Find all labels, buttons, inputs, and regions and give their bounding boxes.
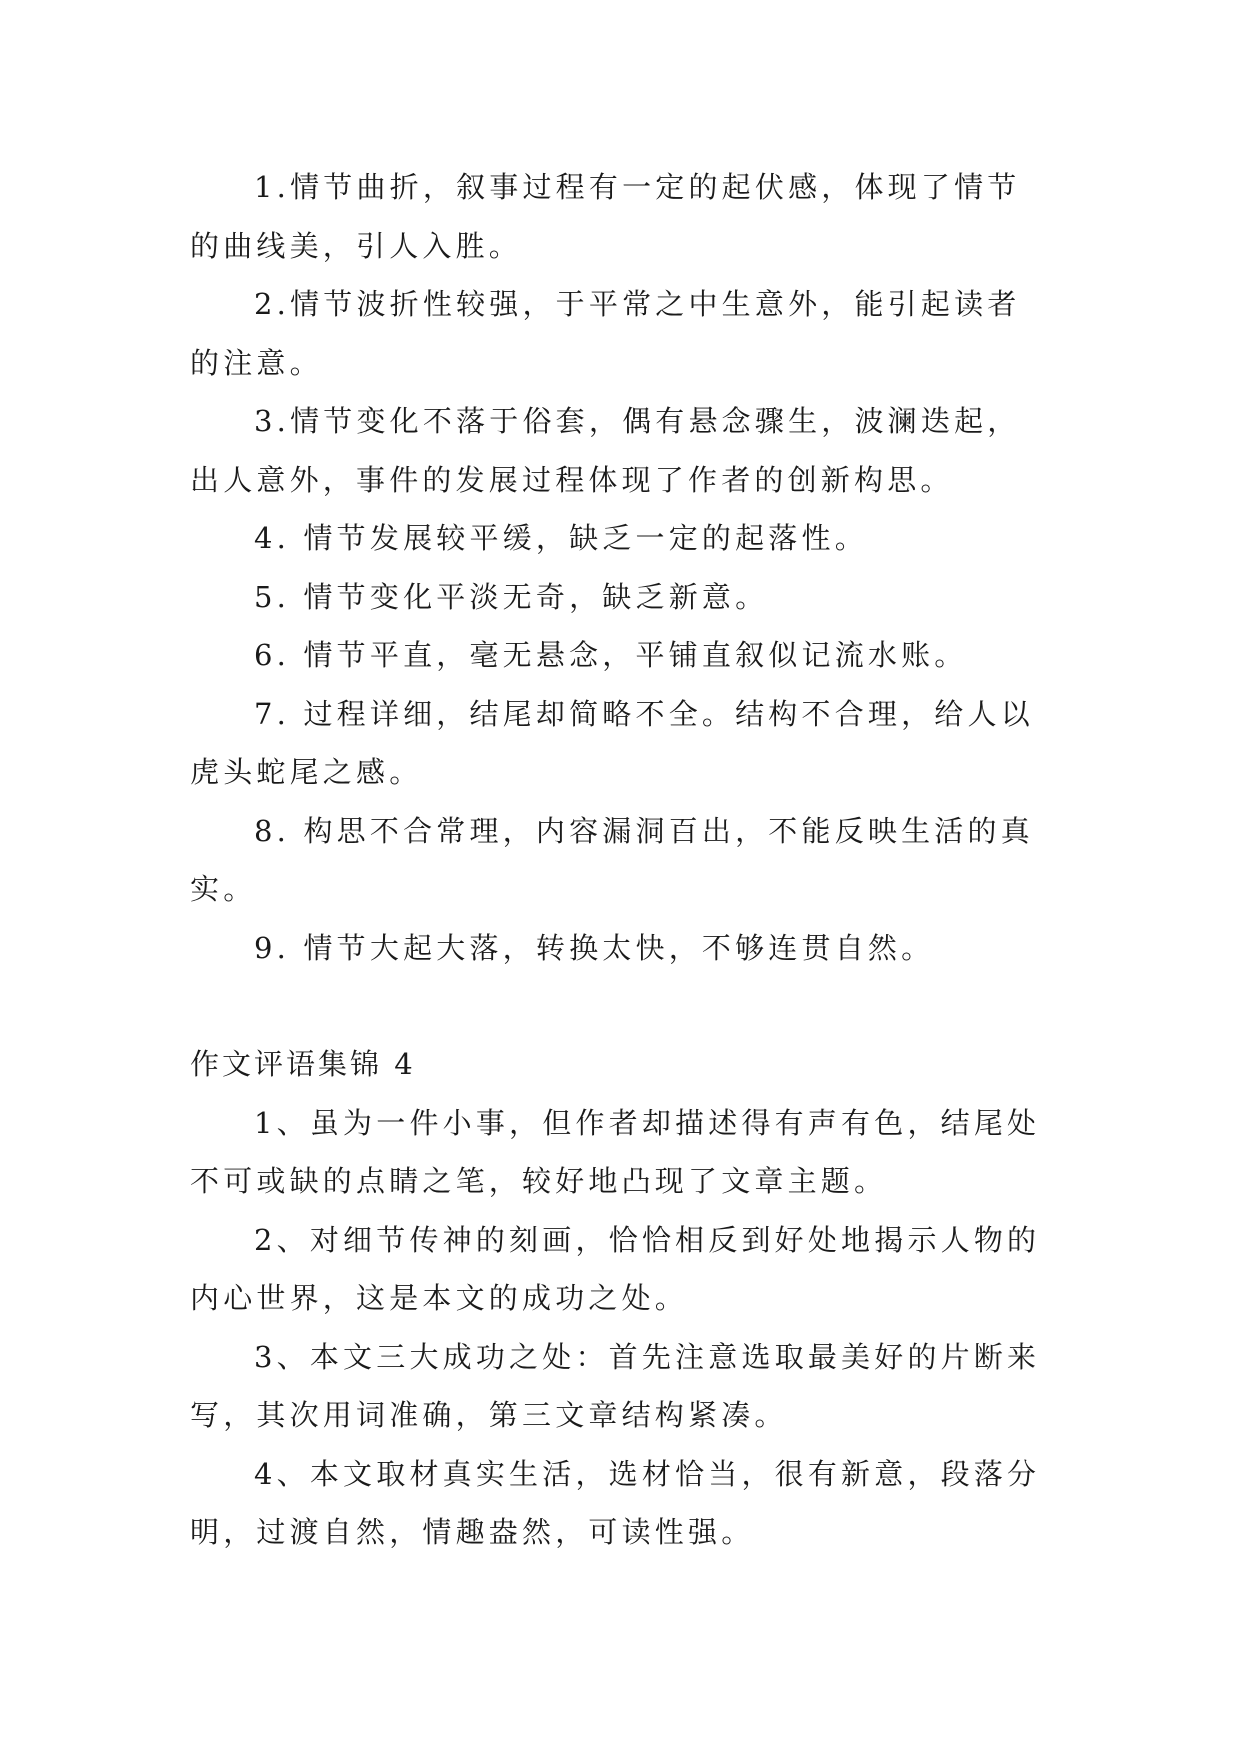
comment-item: 4. 情节发展较平缓，缺乏一定的起落性。 bbox=[254, 521, 868, 555]
comment-item: 3.情节变化不落于俗套，偶有悬念骤生，波澜迭起，出人意外，事件的发展过程体现了作者的创新构思。 bbox=[190, 404, 1021, 497]
comment-item: 8. 构思不合常理，内容漏洞百出，不能反映生活的真实。 bbox=[190, 813, 1034, 906]
comment-item: 3、本文三大成功之处：首先注意选取最美好的片断来写，其次用词准确，第三文章结构紧凑。 bbox=[190, 1339, 1041, 1432]
comment-item: 5. 情节变化平淡无奇，缺乏新意。 bbox=[254, 579, 769, 614]
document-body bbox=[190, 158, 1050, 1562]
comment-item: 6. 情节平直，毫无悬念，平铺直叙似记流水账。 bbox=[254, 638, 968, 672]
comment-item: 4、本文取材真实生活，选材恰当，很有新意，段落分明，过渡自然，情趣盎然，可读性强。 bbox=[190, 1456, 1041, 1549]
comment-item: 2.情节波折性较强，于平常之中生意外，能引起读者的注意。 bbox=[190, 287, 1021, 380]
section-heading: 作文评语集锦 4 bbox=[190, 1047, 416, 1081]
comment-item: 1.情节曲折，叙事过程有一定的起伏感，体现了情节的曲线美，引人入胜。 bbox=[190, 170, 1021, 263]
comment-item: 9. 情节大起大落，转换太快，不够连贯自然。 bbox=[254, 930, 935, 965]
comment-item: 2、对细节传神的刻画，恰恰相反到好处地揭示人物的内心世界，这是本文的成功之处。 bbox=[190, 1222, 1041, 1315]
comment-item: 1、虽为一件小事，但作者却描述得有声有色，结尾处不可或缺的点睛之笔，较好地凸现了文章主题。 bbox=[190, 1105, 1041, 1198]
comment-item: 7. 过程详细，结尾却简略不全。结构不合理，给人以虎头蛇尾之感。 bbox=[190, 696, 1034, 789]
